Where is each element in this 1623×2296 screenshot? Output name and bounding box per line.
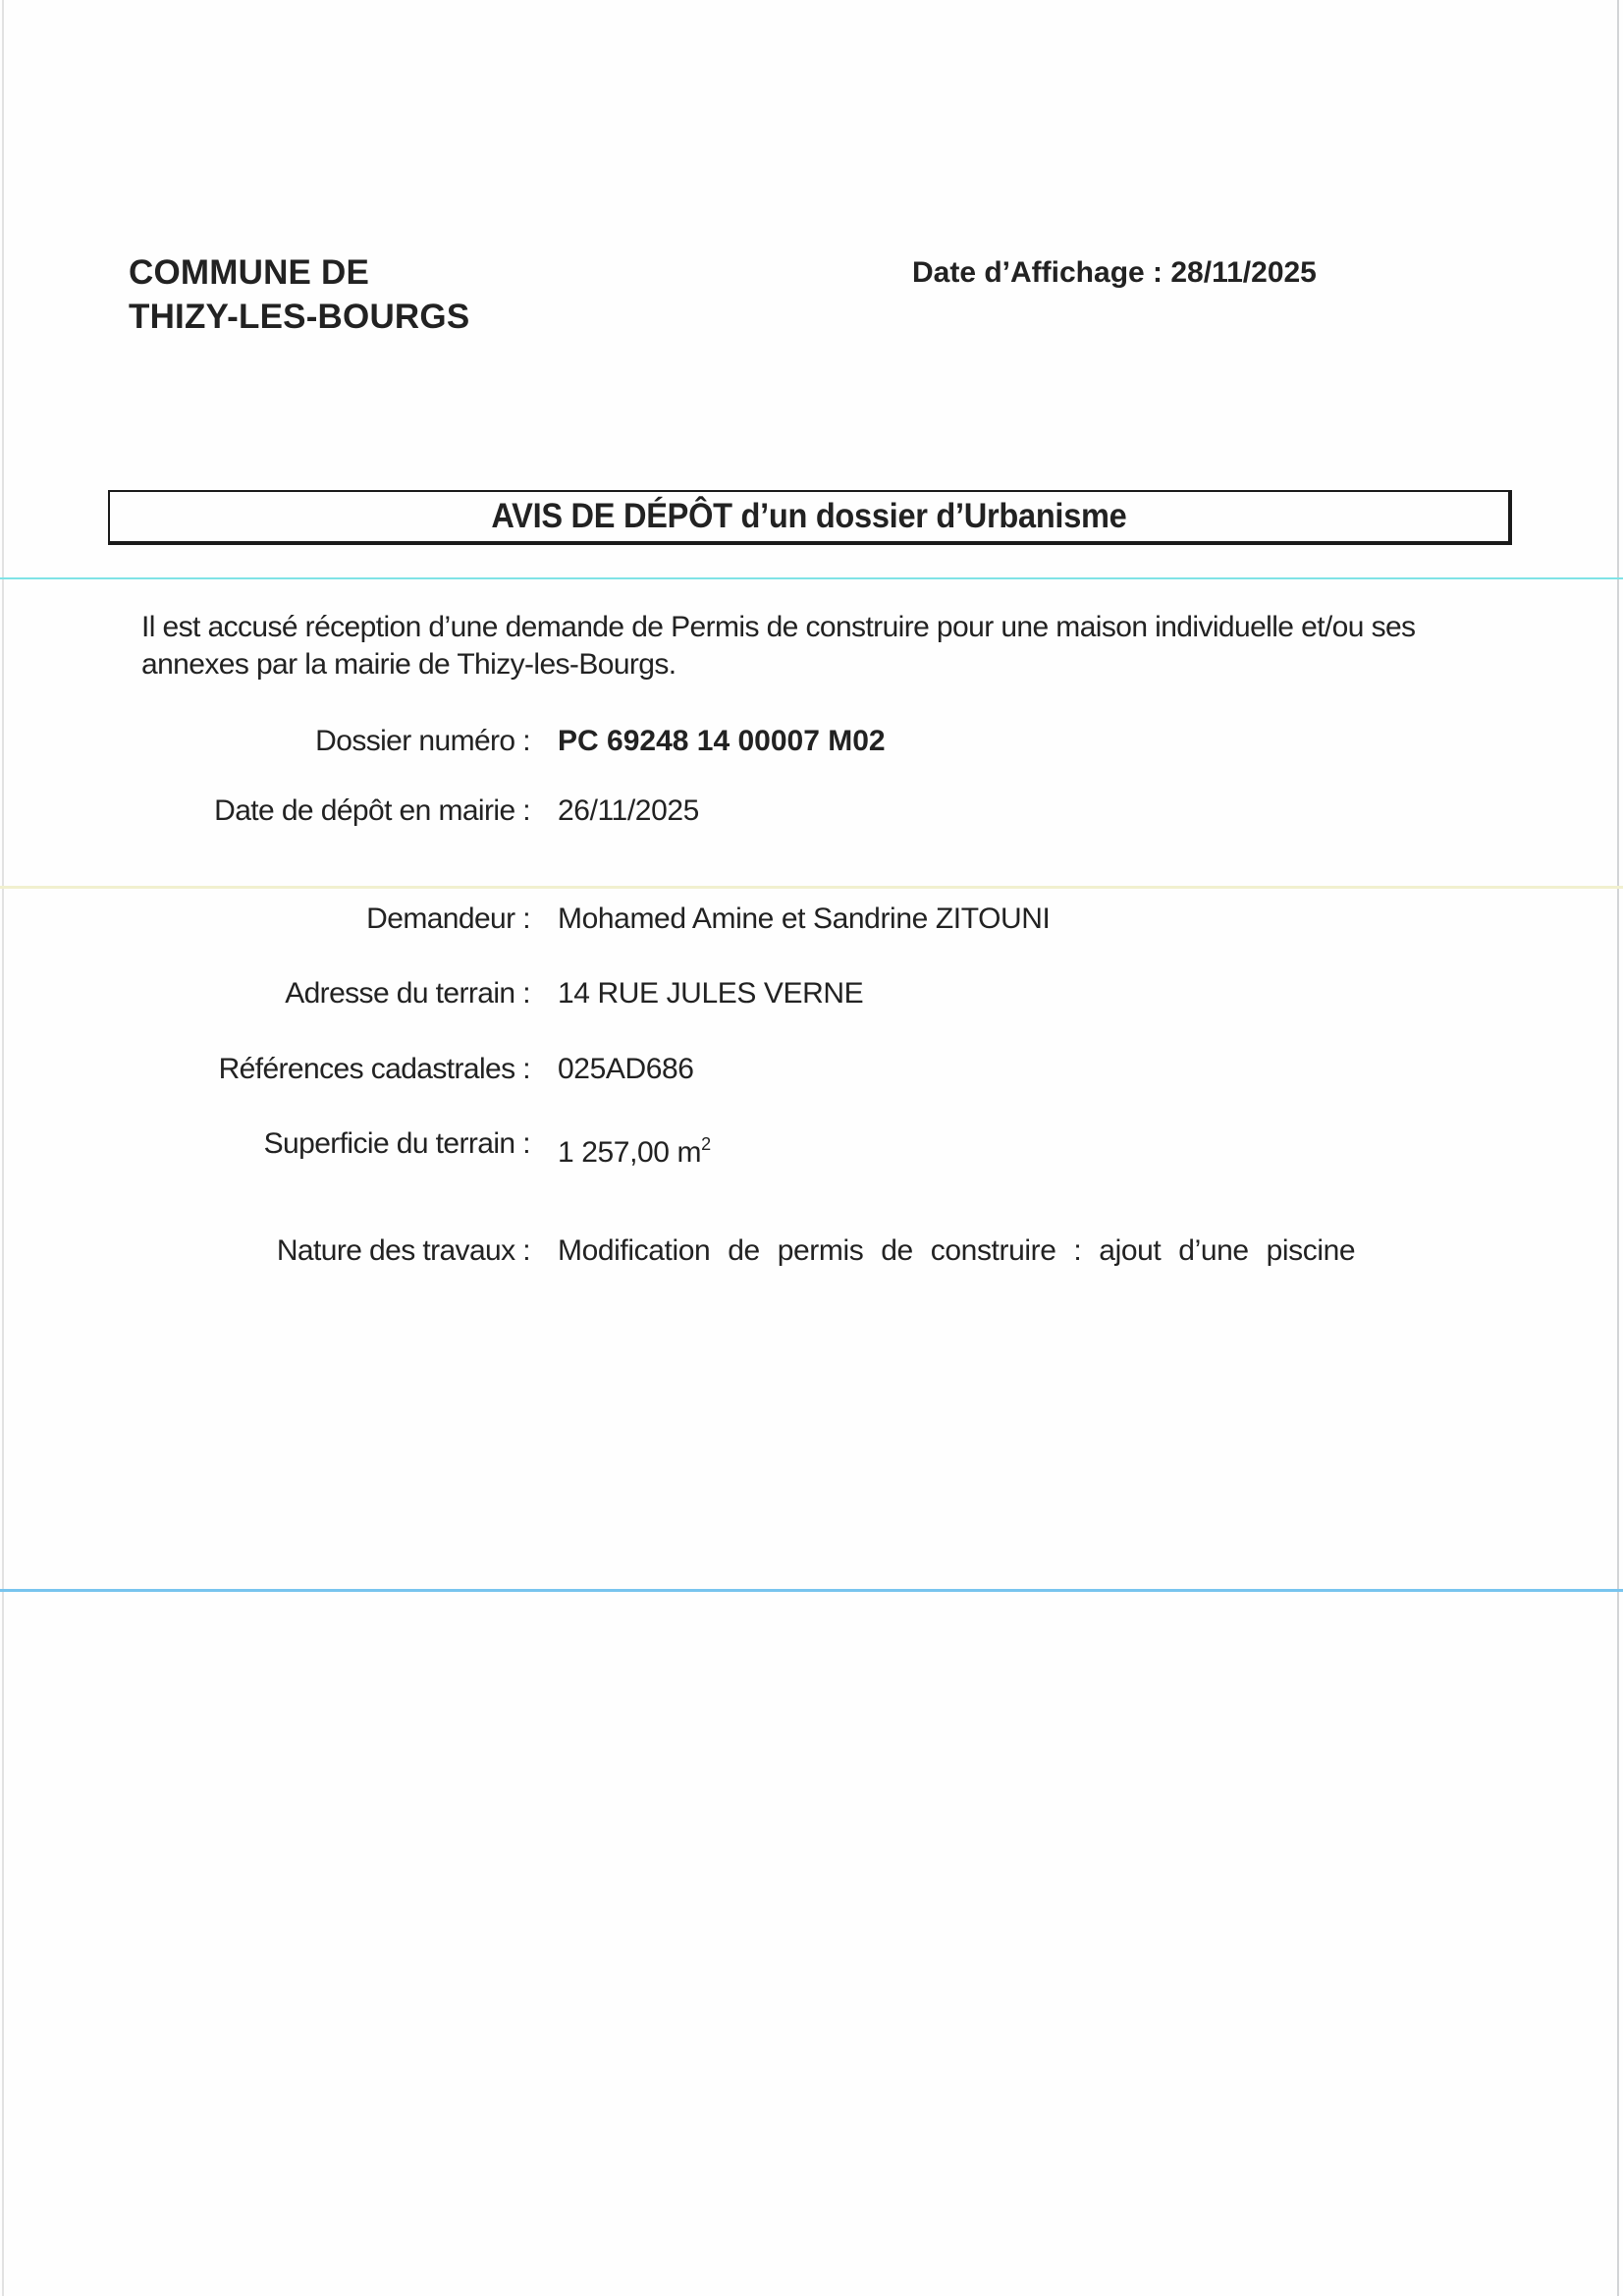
field-value: 26/11/2025 <box>558 794 699 827</box>
land-area-number: 1 257,00 m <box>558 1136 702 1169</box>
posting-date-label: Date d’Affichage : <box>912 256 1163 289</box>
square-unit-superscript: 2 <box>701 1134 711 1154</box>
commune-line-2: THIZY-LES-BOURGS <box>129 298 470 336</box>
field-value: Mohamed Amine et Sandrine ZITOUNI <box>558 902 1051 935</box>
field-value: 14 RUE JULES VERNE <box>558 977 864 1010</box>
field-value <box>558 1125 711 1172</box>
posting-date-value: 28/11/2025 <box>1170 256 1317 289</box>
notice-title: AVIS DE DÉPÔT d’un dossier d’Urbanisme <box>491 497 1127 535</box>
field-label: Date de dépôt en mairie : <box>214 794 530 827</box>
scan-artifact-line <box>0 1589 1623 1592</box>
posting-date <box>912 255 1317 291</box>
field-value: 025AD686 <box>558 1053 694 1085</box>
commune-line-1: COMMUNE DE <box>129 253 370 292</box>
field-label: Demandeur : <box>366 902 530 935</box>
field-value: PC 69248 14 00007 M02 <box>558 725 886 757</box>
scan-edge-left <box>2 0 4 2296</box>
notice-title-box <box>108 490 1512 545</box>
commune-heading <box>129 250 469 339</box>
field-label: Dossier numéro : <box>315 725 530 757</box>
intro-paragraph: Il est accusé réception d’une demande de Permis de construire pour une maison individuelle et/ou ses annexes par la mairie de Thizy-les-Bourgs. <box>141 611 1416 681</box>
field-label: Superficie du terrain : <box>263 1127 530 1160</box>
scan-artifact-line <box>0 886 1623 889</box>
field-label: Références cadastrales : <box>218 1053 530 1085</box>
field-label: Adresse du terrain : <box>285 977 530 1010</box>
field-value: Modification de permis de construire : ajout d’une piscine <box>558 1234 1356 1267</box>
scan-edge-right <box>1617 0 1619 2296</box>
scan-artifact-line <box>0 577 1623 579</box>
field-label: Nature des travaux : <box>276 1234 530 1267</box>
